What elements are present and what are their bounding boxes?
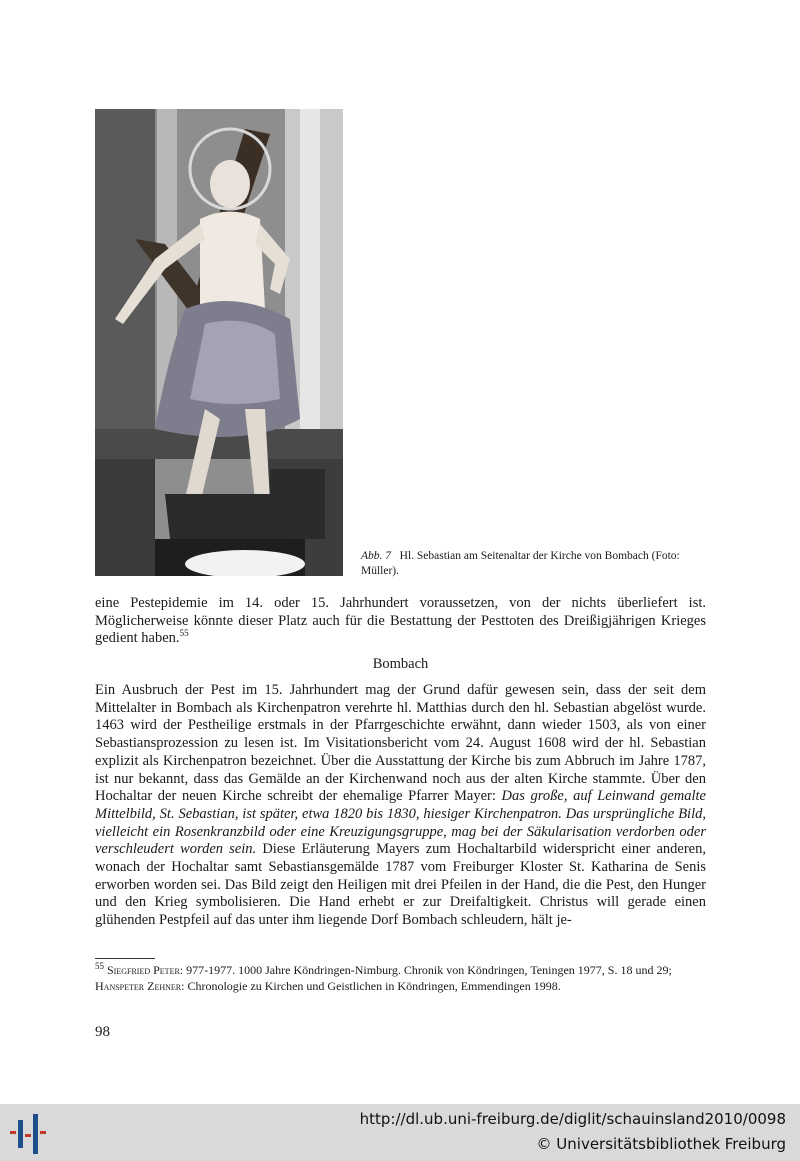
mayer-quote: Das große, auf Leinwand gemalte Mittelbild, St. Sebastian, ist später, etwa 1820 bis 1830, hiesiger Kirchenpatron. Das ursprüngliche Bild, vielleicht ein Rosenkranzbild oder eine Kreuzigungsgruppe, mag bei der Säkularisation verdorben oder verschleudert worden sein. xyxy=(95,788,706,858)
figure-label: Abb. 7 xyxy=(361,550,392,562)
footnote-author-1: Siegfried Peter xyxy=(107,963,180,977)
library-footer xyxy=(0,1104,800,1161)
source-url-link[interactable]: http://dl.ub.uni-freiburg.de/diglit/schauinsland2010/0098 xyxy=(359,1110,786,1128)
footnote-author-2: Hanspeter Zehner xyxy=(95,978,182,993)
footnote-text-1: : 977-1977. 1000 Jahre Köndringen-Nimburg. Chronik von Köndringen, Teningen 1977, S. 18 und 29; xyxy=(179,963,672,977)
footnote-ref: 55 xyxy=(179,628,189,639)
copyright-text: © Universitätsbibliothek Freiburg xyxy=(536,1135,786,1153)
paragraph-2-part2: Diese Erläuterung Mayers zum Hochaltarbild widerspricht einer anderen, wonach der Hochaltar samt Sebastiansgemälde 1787 vom Freiburger Kloster St. Katharina de Senis erworben worden sei. Das Bild zeigt den Heiligen mit drei Pfeilen in der Hand, die die Pest, den Hunger und den Krieg symbolisieren. Die Hand erhebt er zur Dreifaltigkeit. Christus will gerade einen glühenden Pestpfeil auf das unter ihm liegende Dorf Bombach schleudern, hält je- xyxy=(95,841,706,929)
paragraph-2 xyxy=(95,682,706,930)
paragraph-2-part1: Ein Ausbruch der Pest im 15. Jahrhundert mag der Grund dafür gewesen sein, dass der seit dem Mittelalter in Bombach als Kirchenpatron verehrte hl. Matthias durch den hl. Sebastian abgelöst wurde. 1463 wird der Pestheilige erstmals in der Pfarrgeschichte erwähnt, dann wieder 1503, als von einer Sebastiansprozession zu lesen ist. Im Visitationsbericht vom 24. August 1608 wird der hl. Sebastian explizit als Kirchenpatron bezeichnet. Über die Ausstattung der Kirche bis zum Abbruch im Jahre 1787, ist nur bekannt, dass das Gemälde an der Kirchenwand noch aus der alten Kirche stammte. Über den Hochaltar der neuen Kirche schreibt der ehemalige Pfarrer Mayer: xyxy=(95,682,706,805)
footnote xyxy=(95,963,706,994)
paragraph-1 xyxy=(95,595,706,648)
footnote-number: 55 xyxy=(95,961,104,971)
sebastian-statue-photo xyxy=(95,109,343,576)
footnote-divider xyxy=(95,958,155,959)
figure-caption-text: Hl. Sebastian am Seitenaltar der Kirche von Bombach (Foto: Müller). xyxy=(361,550,680,577)
figure-caption xyxy=(361,549,706,579)
section-heading: Bombach xyxy=(372,656,429,672)
page-number: 98 xyxy=(95,1024,110,1040)
library-logo-icon xyxy=(10,1114,52,1154)
paragraph-1-text: eine Pestepidemie im 14. oder 15. Jahrhundert voraussetzen, von der nichts überliefert ist. Möglicherweise könnte dieser Platz auch für die Bestattung der Pesttoten des Dreißigjährigen Krieges gedient haben. xyxy=(95,595,706,647)
footnote-text-2: : Chronologie zu Kirchen und Geistlichen in Köndringen, Emmendingen 1998. xyxy=(181,978,561,993)
